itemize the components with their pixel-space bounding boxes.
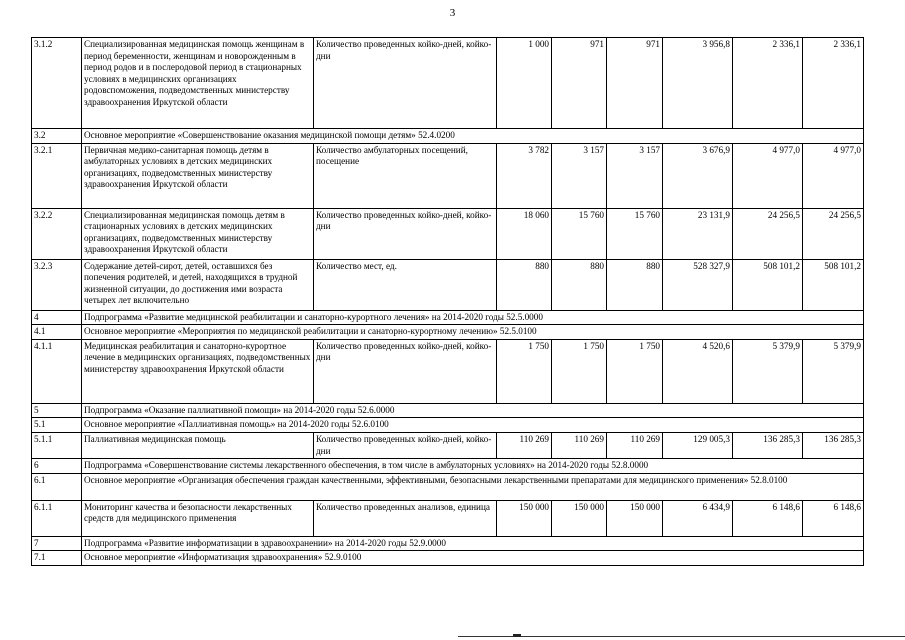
row-value-v6: 24 256,5 [803, 208, 864, 259]
row-code: 6 [32, 459, 82, 474]
row-value-v4: 129 005,3 [663, 432, 733, 458]
row-code: 5.1 [32, 418, 82, 433]
scan-mark [513, 634, 521, 637]
table-body [32, 38, 864, 566]
section-row [32, 129, 864, 144]
page-number: 3 [449, 7, 456, 19]
table-row [32, 500, 864, 536]
section-title: Подпрограмма «Развитие медицинской реабилитации и санаторно-курортного лечения» на 2014-2020 годы 52.5.0000 [82, 310, 864, 325]
row-value-v6: 508 101,2 [803, 259, 864, 310]
section-row [32, 325, 864, 340]
row-indicator: Количество проведенных койко-дней, койко-дни [314, 208, 497, 259]
row-value-v5: 2 336,1 [733, 38, 803, 129]
row-value-v4: 3 676,9 [663, 143, 733, 208]
row-name: Специализированная медицинская помощь детям в стационарных условиях в детских медицинских организациях, подведомственных министерству здравоохранения Иркутской области [82, 208, 314, 259]
row-value-v5: 136 285,3 [733, 432, 803, 458]
row-value-v2: 971 [552, 38, 607, 129]
row-value-v4: 4 520,6 [663, 339, 733, 403]
row-value-v3: 110 269 [607, 432, 663, 458]
row-value-v1: 880 [497, 259, 552, 310]
row-value-v5: 6 148,6 [733, 500, 803, 536]
row-value-v1: 1 000 [497, 38, 552, 129]
table-row [32, 208, 864, 259]
row-value-v2: 150 000 [552, 500, 607, 536]
row-value-v5: 508 101,2 [733, 259, 803, 310]
row-value-v4: 528 327,9 [663, 259, 733, 310]
row-value-v2: 1 750 [552, 339, 607, 403]
row-name: Специализированная медицинская помощь женщинам в период беременности, женщинам и новорожденным в период родов и в послеродовой период в стационарных условиях в медицинских организациях родовспоможения, подведомственных министерству здравоохранения Иркутской области [82, 38, 314, 129]
row-value-v3: 1 750 [607, 339, 663, 403]
row-value-v6: 6 148,6 [803, 500, 864, 536]
row-code: 7.1 [32, 551, 82, 566]
section-row [32, 403, 864, 418]
row-code: 3.2 [32, 129, 82, 144]
row-code: 4.1 [32, 325, 82, 340]
row-value-v4: 3 956,8 [663, 38, 733, 129]
row-code: 3.2.3 [32, 259, 82, 310]
table-row [32, 432, 864, 458]
row-value-v1: 1 750 [497, 339, 552, 403]
row-value-v3: 971 [607, 38, 663, 129]
row-code: 7 [32, 536, 82, 551]
row-name: Паллиативная медицинская помощь [82, 432, 314, 458]
row-value-v2: 15 760 [552, 208, 607, 259]
row-indicator: Количество мест, ед. [314, 259, 497, 310]
scan-edge-line [458, 636, 905, 637]
row-value-v3: 3 157 [607, 143, 663, 208]
row-code: 6.1.1 [32, 500, 82, 536]
row-name: Первичная медико-санитарная помощь детям в амбулаторных условиях в детских медицинских организациях, подведомственных министерству здравоохранения Иркутской области [82, 143, 314, 208]
row-code: 4 [32, 310, 82, 325]
row-value-v6: 2 336,1 [803, 38, 864, 129]
row-value-v4: 23 131,9 [663, 208, 733, 259]
table-row [32, 38, 864, 129]
row-value-v2: 110 269 [552, 432, 607, 458]
row-code: 3.1.2 [32, 38, 82, 129]
row-value-v6: 136 285,3 [803, 432, 864, 458]
section-row [32, 310, 864, 325]
row-value-v1: 110 269 [497, 432, 552, 458]
row-value-v3: 150 000 [607, 500, 663, 536]
row-value-v1: 150 000 [497, 500, 552, 536]
row-name: Мониторинг качества и безопасности лекарственных средств для медицинского применения [82, 500, 314, 536]
row-value-v3: 880 [607, 259, 663, 310]
row-indicator: Количество проведенных койко-дней, койко-дни [314, 432, 497, 458]
section-row [32, 473, 864, 500]
section-title: Основное мероприятие «Паллиативная помощь» на 2014-2020 годы 52.6.0100 [82, 418, 864, 433]
row-indicator: Количество проведенных койко-дней, койко-дни [314, 339, 497, 403]
row-name: Содержание детей-сирот, детей, оставшихся без попечения родителей, и детей, находящихся в трудной жизненной ситуации, до достижения ими возраста четырех лет включительно [82, 259, 314, 310]
row-code: 4.1.1 [32, 339, 82, 403]
section-row [32, 459, 864, 474]
row-value-v5: 4 977,0 [733, 143, 803, 208]
section-title: Основное мероприятие «Совершенствование оказания медицинской помощи детям» 52.4.0200 [82, 129, 864, 144]
row-value-v6: 5 379,9 [803, 339, 864, 403]
section-title: Подпрограмма «Совершенствование системы лекарственного обеспечения, в том числе в амбулаторных условиях» на 2014-2020 годы 52.8.0000 [82, 459, 864, 474]
table-row [32, 259, 864, 310]
row-value-v2: 3 157 [552, 143, 607, 208]
row-code: 6.1 [32, 473, 82, 500]
section-row [32, 551, 864, 566]
row-value-v5: 5 379,9 [733, 339, 803, 403]
row-value-v1: 18 060 [497, 208, 552, 259]
row-code: 5.1.1 [32, 432, 82, 458]
table-row [32, 339, 864, 403]
row-value-v5: 24 256,5 [733, 208, 803, 259]
table-row [32, 143, 864, 208]
section-row [32, 418, 864, 433]
section-title: Основное мероприятие «Информатизация здравоохранения» 52.9.0100 [82, 551, 864, 566]
row-indicator: Количество амбулаторных посещений, посещение [314, 143, 497, 208]
row-indicator: Количество проведенных койко-дней, койко-дни [314, 38, 497, 129]
section-title: Подпрограмма «Развитие информатизации в здравоохранении» на 2014-2020 годы 52.9.0000 [82, 536, 864, 551]
section-row [32, 536, 864, 551]
row-value-v6: 4 977,0 [803, 143, 864, 208]
program-table [31, 37, 864, 566]
section-title: Основное мероприятие «Мероприятия по медицинской реабилитации и санаторно-курортному лечению» 52.5.0100 [82, 325, 864, 340]
row-value-v3: 15 760 [607, 208, 663, 259]
section-title: Основное мероприятие «Организация обеспечения граждан качественными, эффективными, безопасными лекарственными препаратами для медицинского применения» 52.8.0100 [82, 473, 864, 500]
row-code: 3.2.2 [32, 208, 82, 259]
row-value-v1: 3 782 [497, 143, 552, 208]
row-indicator: Количество проведенных анализов, единица [314, 500, 497, 536]
row-value-v2: 880 [552, 259, 607, 310]
section-title: Подпрограмма «Оказание паллиативной помощи» на 2014-2020 годы 52.6.0000 [82, 403, 864, 418]
row-name: Медицинская реабилитация и санаторно-курортное лечение в медицинских организациях, подведомственных министерству здравоохранения Иркутской области [82, 339, 314, 403]
row-value-v4: 6 434,9 [663, 500, 733, 536]
row-code: 5 [32, 403, 82, 418]
row-code: 3.2.1 [32, 143, 82, 208]
